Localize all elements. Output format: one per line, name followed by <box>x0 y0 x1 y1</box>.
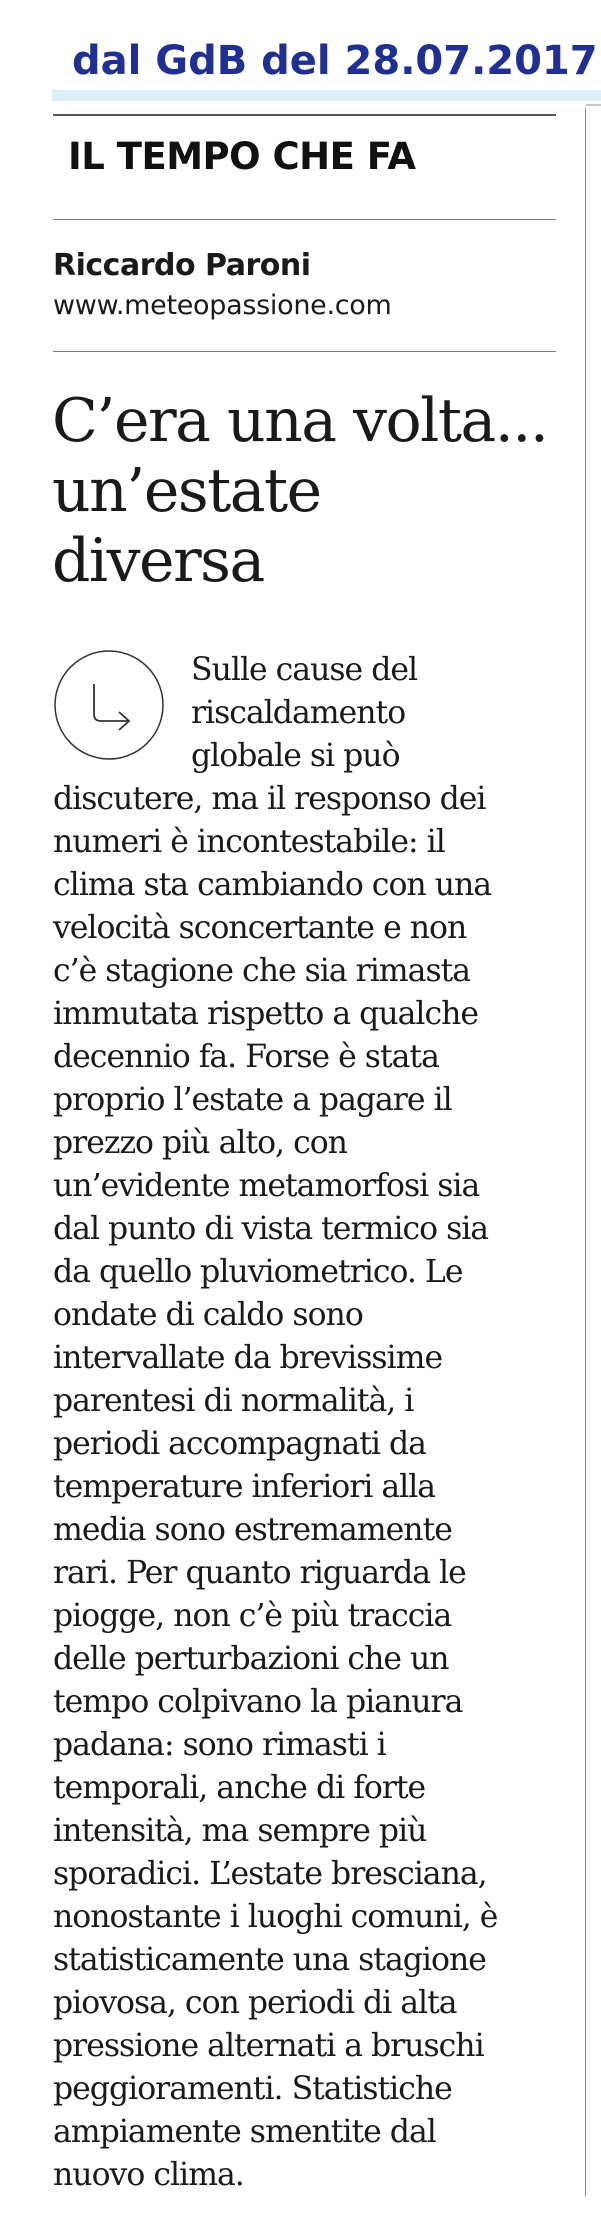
body-line: proprio l’estate a pagare il <box>53 1082 452 1118</box>
body-line: peggioramenti. Statistiche <box>53 2071 452 2107</box>
column-edge-tick <box>586 104 601 106</box>
top-rule <box>53 114 556 116</box>
article-headline <box>52 386 572 596</box>
body-line: piovosa, con periodi di alta <box>53 1985 457 2021</box>
headline-line: C’era una volta... <box>52 386 548 456</box>
body-line: clima sta cambiando con una <box>53 867 492 903</box>
body-line: numeri è incontestabile: il <box>53 824 445 860</box>
column-rubric: IL TEMPO CHE FA <box>68 135 416 178</box>
rubric-rule <box>53 219 556 220</box>
body-line: decennio fa. Forse è stata <box>53 1039 439 1075</box>
byline-rule <box>53 351 556 352</box>
body-line: sporadici. L’estate bresciana, <box>53 1856 487 1892</box>
headline-line: un’estate <box>52 456 321 526</box>
body-line: delle perturbazioni che un <box>53 1641 449 1677</box>
body-line: globale si può <box>191 738 400 774</box>
body-line: intervallate da brevissime <box>53 1340 443 1376</box>
body-line: ondate di caldo sono <box>53 1297 363 1333</box>
body-line: un’evidente metamorfosi sia <box>53 1168 480 1204</box>
author-website: www.meteopassione.com <box>53 290 392 321</box>
body-line: pressione alternati a bruschi <box>53 2028 484 2064</box>
source-label: dal GdB del 28.07.2017 <box>72 38 598 84</box>
body-line: velocità sconcertante e non <box>53 910 467 946</box>
body-line: ampiamente smentite dal <box>53 2114 436 2150</box>
source-highlight-band <box>52 90 601 101</box>
body-line: immutata rispetto a qualche <box>53 996 479 1032</box>
body-line: dal punto di vista termico sia <box>53 1211 489 1247</box>
body-line: da quello pluviometrico. Le <box>53 1254 463 1290</box>
body-line: prezzo più alto, con <box>53 1125 347 1161</box>
body-line: media sono estremamente <box>53 1512 452 1548</box>
body-line: riscaldamento <box>191 695 406 731</box>
body-line: intensità, ma sempre più <box>53 1813 427 1849</box>
body-line: c’è stagione che sia rimasta <box>53 953 471 989</box>
body-line: temporali, anche di forte <box>53 1770 426 1806</box>
column-divider <box>585 108 586 2196</box>
body-line: parentesi di normalità, i <box>53 1383 414 1419</box>
headline-line: diversa <box>52 526 264 596</box>
body-line: padana: sono rimasti i <box>53 1727 386 1763</box>
body-line: nonostante i luoghi comuni, è <box>53 1899 498 1935</box>
author-name: Riccardo Paroni <box>53 248 311 283</box>
body-line: periodi accompagnati da <box>53 1426 426 1462</box>
body-line: Sulle cause del <box>191 652 418 688</box>
body-line: discutere, ma il responso dei <box>53 781 486 817</box>
body-line: piogge, non c’è più traccia <box>53 1598 452 1634</box>
body-line: tempo colpivano la pianura <box>53 1684 463 1720</box>
body-line: temperature inferiori alla <box>53 1469 436 1505</box>
arrow-down-right-icon <box>54 650 164 760</box>
body-line: nuovo clima. <box>53 2157 244 2193</box>
body-line: statisticamente una stagione <box>53 1942 486 1978</box>
body-line: rari. Per quanto riguarda le <box>53 1555 466 1591</box>
